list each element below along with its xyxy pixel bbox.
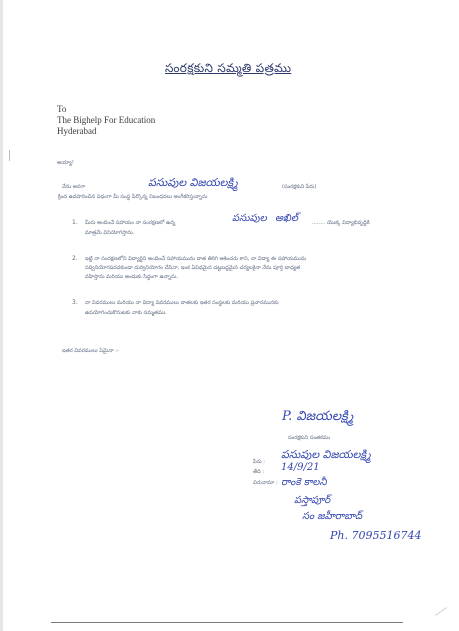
item-1-line-1a: మీరు అందించే సహాయం నా సంరక్షణలో ఉన్న [85, 220, 176, 226]
date-value: 14/9/21 [281, 462, 320, 473]
name-label: పేరు : [253, 459, 265, 465]
page-corner-mark [435, 607, 447, 616]
address-line-3: సం జహీరాబాద్ [302, 511, 363, 522]
guardian-signature: P. విజయలక్ష్మి [282, 409, 354, 424]
date-label: తేది : [253, 469, 265, 475]
item-2-line-3: వహిస్తాను మరియు అందుకు సిద్ధంగా ఉన్నాను. [85, 274, 179, 280]
document-title: సంరక్షకుని సమ్మతి పత్రము [165, 61, 292, 75]
recipient-line-org: The Bighelp For Education [57, 115, 156, 125]
intro-suffix: (సంరక్షకుని పేరు) [282, 184, 317, 190]
recipient-address [57, 104, 155, 137]
other-info-label: ఇతర వివరములు ఏమైనా :- [62, 348, 120, 354]
edge-mark [9, 150, 10, 161]
recipient-line-city: Hyderabad [57, 126, 97, 136]
item-1-handwritten-name: అఖిల్ [275, 213, 298, 224]
recipient-line-to: To [57, 104, 67, 114]
item-number: 2. [72, 255, 78, 262]
address-line-1: రాంకె కాలనీ [281, 477, 327, 488]
item-1-line-1b: ........ యొక్క విద్యాభివృద్ధికి [312, 220, 370, 226]
phone-number: Ph. 7095516744 [330, 529, 422, 542]
item-1-line-2: మాత్రమే వినియోగిస్తాను. [85, 230, 135, 236]
intro-handwritten-name: పసుపుల విజయలక్ష్మి [148, 176, 238, 189]
bottom-rule [51, 622, 403, 623]
item-2-line-2: సద్వినియోగపరచకుండా దుర్వినియోగం చేసినా, ఇంక ఏవిధమైన చట్టబద్దమైన చర్యలకైనా నేను పూర్తి బాధ్యత [85, 265, 301, 271]
item-2-line-1: ఇట్టి నా సంరక్షణలోని విద్యార్థిని అందించే సహాయమును దాత తిరిగి ఆశించరు కాని, నా విద్యా ఈ సహాయమును [85, 256, 307, 262]
salutation: అయ్యా! [57, 160, 74, 166]
item-3-line-1: నా వివరములు మరియు నా విద్యా వివరములు దాతలకు ఇతర సంస్థలకు మరియు ప్రచారమునకు [85, 300, 279, 306]
name-value: పసుపుల విజయలక్ష్మి [281, 448, 371, 461]
item-1-handwritten-surname: పసుపుల [232, 213, 267, 224]
scan-edge [0, 0, 3, 631]
intro-line-2: క్రింద ఉదహరించిన విధంగా మీ సంస్థ పేర్కొన్న నిబంధనలు అంగీకరిస్తున్నాను [58, 194, 208, 200]
address-line-2: పస్తాపూర్ [294, 495, 331, 506]
item-number: 3. [72, 299, 78, 306]
address-label: చిరునామా : [253, 480, 278, 486]
intro-prefix: నేను అనగా [62, 184, 86, 190]
item-3-line-2: ఉపయోగించుకొనుటకు నాకు సమ్మతము. [85, 310, 167, 316]
item-number: 1. [72, 219, 78, 226]
signature-label: సంరక్షకుని సంతకము [288, 435, 331, 441]
